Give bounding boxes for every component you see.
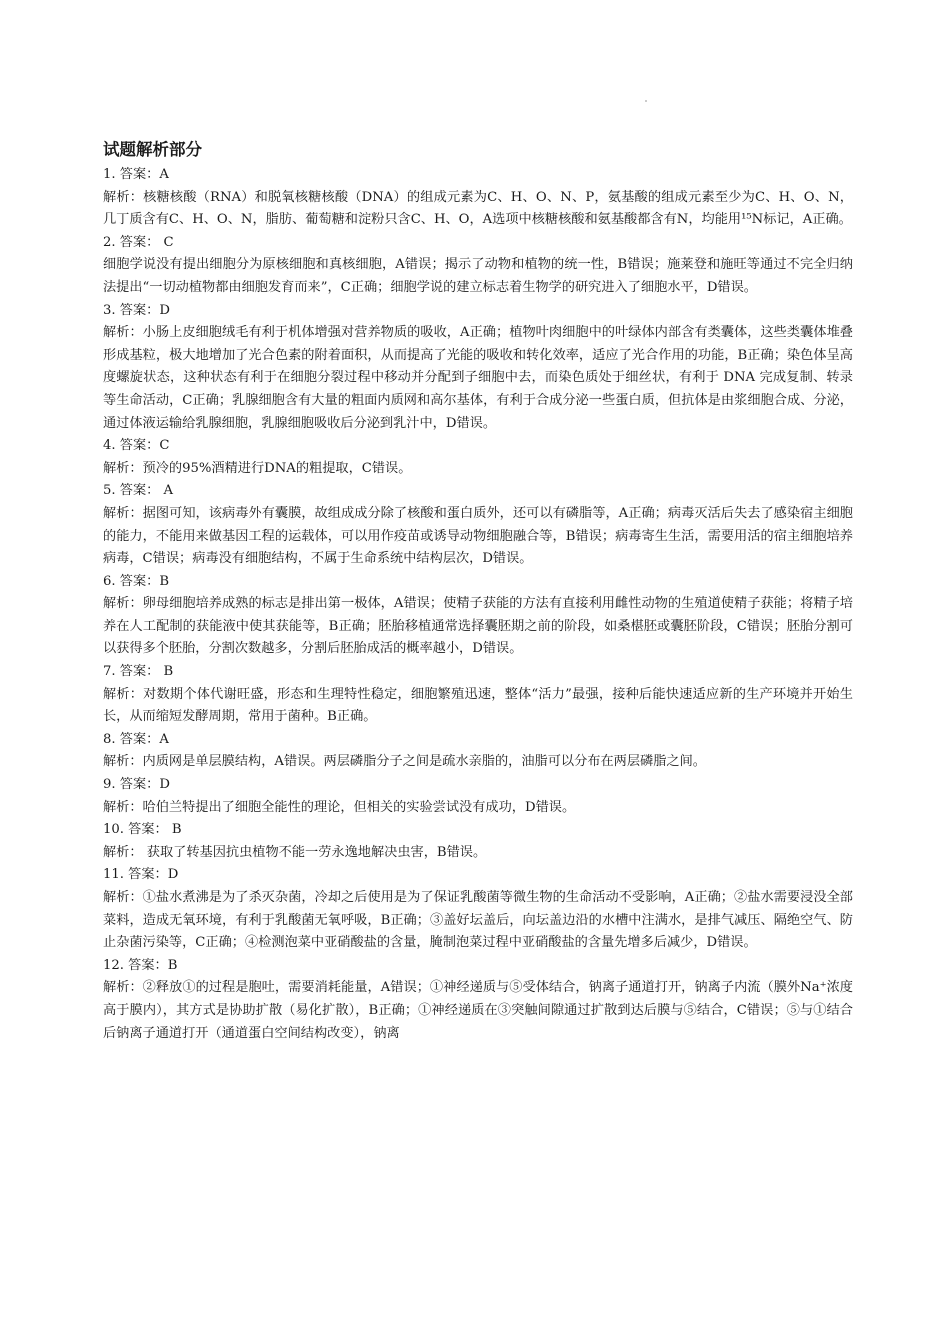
- answer-line: 2. 答案： C: [103, 234, 174, 250]
- answer-item: [103, 435, 853, 480]
- explanation-text: 解析：①盐水煮沸是为了杀灭杂菌，冷却之后使用是为了保证乳酸菌等微生物的生命活动不受影响，A正确；②盐水需要浸没全部菜料，造成无氧环境，有利于乳酸菌无氧呼吸，B正确；③盖好坛盖后，向坛盖边沿的水槽中注满水，是排气减压、隔绝空气、防止杂菌污染等，C正确；④检测泡菜中亚硝酸盐的含量，腌制泡菜过程中亚硝酸盐的含量先增多后减少，D错误。: [103, 890, 853, 951]
- answer-item: [103, 232, 853, 300]
- answer-line: 12. 答案：B: [103, 957, 178, 973]
- answer-line: 6. 答案：B: [103, 573, 170, 589]
- answer-item: [103, 864, 853, 954]
- answer-line: 10. 答案： B: [103, 822, 182, 838]
- answer-line: 9. 答案：D: [103, 777, 170, 793]
- answer-line: 11. 答案：D: [103, 867, 179, 883]
- answer-item: [103, 571, 853, 661]
- explanation-text: 解析：核糖核酸（RNA）和脱氧核糖核酸（DNA）的组成元素为C、H、O、N、P，氨基酸的组成元素至少为C、H、O、N，几丁质含有C、H、O、N，脂肪、葡萄糖和淀粉只含C、H、O，A选项中核糖核酸和氨基酸都含有N，均能用¹⁵N标记，A正确。: [103, 189, 853, 228]
- scan-speck: [645, 100, 647, 102]
- answer-line: 7. 答案： B: [103, 664, 174, 680]
- answer-item: [103, 955, 853, 1045]
- answer-item: [103, 819, 853, 864]
- section-title: 试题解析部分: [103, 140, 202, 159]
- explanation-text: 解析： 获取了转基因抗虫植物不能一劳永逸地解决虫害，B错误。: [103, 844, 487, 860]
- answer-item: [103, 164, 853, 232]
- explanation-text: 解析：②释放①的过程是胞吐，需要消耗能量，A错误；①神经递质与⑤受体结合，钠离子通道打开，钠离子内流（膜外Na⁺浓度高于膜内），其方式是协助扩散（易化扩散），B正确；①神经递质在③突触间隙通过扩散到达后膜与⑤结合，C错误；⑤与①结合后钠离子通道打开（通道蛋白空间结构改变），钠离: [103, 980, 853, 1041]
- answer-item: [103, 300, 853, 436]
- explanation-text: 解析：内质网是单层膜结构，A错误。两层磷脂分子之间是疏水亲脂的，油脂可以分布在两层磷脂之间。: [103, 754, 706, 770]
- answer-item: [103, 661, 853, 729]
- answer-line: 1. 答案：A: [103, 167, 169, 182]
- explanation-text: 解析：对数期个体代谢旺盛，形态和生理特性稳定，细胞繁殖迅速，整体“活力”最强，接种后能快速适应新的生产环境并开始生长，从而缩短发酵周期，常用于菌种。B正确。: [103, 686, 853, 725]
- explanation-text: 解析：卵母细胞培养成熟的标志是排出第一极体，A错误；使精子获能的方法有直接利用雌性动物的生殖道使精子获能；将精子培养在人工配制的获能液中使其获能等，B正确；胚胎移植通常选择囊胚期之前的阶段，如桑椹胚或囊胚阶段，C错误；胚胎分割可以获得多个胚胎，分割次数越多，分割后胚胎成活的概率越小，D错误。: [103, 596, 853, 657]
- answer-line: 3. 答案：D: [103, 302, 170, 318]
- answer-line: 4. 答案：C: [103, 438, 170, 454]
- answer-item: [103, 729, 853, 774]
- answer-line: 5. 答案： A: [103, 483, 174, 499]
- answer-item: [103, 480, 853, 570]
- explanation-text: 细胞学说没有提出细胞分为原核细胞和真核细胞，A错误；揭示了动物和植物的统一性，B错误；施莱登和施旺等通过不完全归纳法提出“一切动植物都由细胞发育而来”，C正确；细胞学说的建立标志着生物学的研究进入了细胞水平，D错误。: [103, 257, 853, 295]
- answer-list: [103, 164, 853, 1045]
- explanation-text: 解析：哈伯兰特提出了细胞全能性的理论，但相关的实验尝试没有成功，D错误。: [103, 799, 576, 815]
- explanation-text: 解析：预冷的95%酒精进行DNA的粗提取，C错误。: [103, 460, 412, 476]
- explanation-text: 解析：小肠上皮细胞绒毛有利于机体增强对营养物质的吸收，A正确；植物叶肉细胞中的叶绿体内部含有类囊体，这些类囊体堆叠形成基粒，极大地增加了光合色素的附着面积，从而提高了光能的吸收和转化效率，适应了光合作用的功能，B正确；染色体呈高度螺旋状态，这种状态有利于在细胞分裂过程中移动并分配到子细胞中去，而染色质处于细丝状，有利于 DNA 完成复制、转录等生命活动，C正确；乳腺细胞含有大量的粗面内质网和高尔基体，有利于合成分泌一些蛋白质，但抗体是由浆细胞合成、分泌，通过体液运输给乳腺细胞，乳腺细胞吸收后分泌到乳汁中，D错误。: [103, 325, 853, 431]
- explanation-text: 解析：据图可知，该病毒外有囊膜，故组成成分除了核酸和蛋白质外，还可以有磷脂等，A正确；病毒灭活后失去了感染宿主细胞的能力，不能用来做基因工程的运载体，可以用作疫苗或诱导动物细胞融合等，B错误；病毒寄生生活，需要用活的宿主细胞培养病毒，C错误；病毒没有细胞结构，不属于生命系统中结构层次，D错误。: [103, 505, 853, 567]
- answer-item: [103, 774, 853, 819]
- answer-line: 8. 答案：A: [103, 731, 169, 747]
- document-page: [103, 137, 853, 1045]
